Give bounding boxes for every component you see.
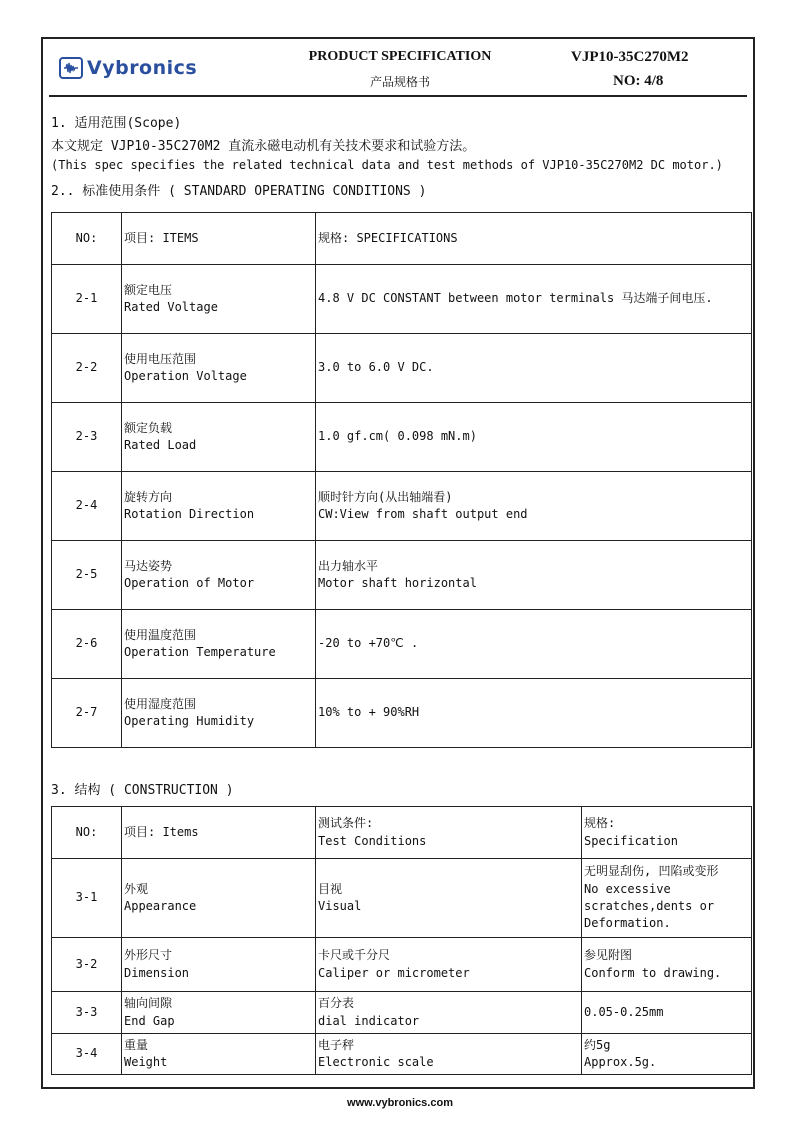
scope-text-cn: 本文规定 VJP10-35C270M2 直流永磁电动机有关技术要求和试验方法。 — [51, 139, 476, 154]
table-row — [52, 992, 752, 1034]
cond-en: dial indicator — [318, 1013, 420, 1028]
item-cn: 外形尺寸 — [124, 948, 173, 963]
section1-heading: 1. 适用范围(Scope) — [51, 116, 182, 131]
item-cn: 重量 — [124, 1037, 149, 1052]
row-spec — [582, 1034, 752, 1075]
row-spec — [582, 859, 752, 938]
page-frame — [41, 37, 755, 1089]
spec-line: Approx.5g. — [584, 1055, 657, 1069]
row-spec — [316, 334, 752, 403]
row-spec — [316, 403, 752, 472]
footer-website[interactable]: www.vybronics.com — [347, 1097, 453, 1109]
table-row — [52, 679, 752, 748]
cond-cn: 百分表 — [318, 996, 355, 1011]
col-header-specs: 规格: SPECIFICATIONS — [316, 213, 752, 265]
table-row — [52, 859, 752, 938]
table-row — [52, 610, 752, 679]
spec-title-cn: 产品规格书 — [369, 75, 430, 89]
spec-line: 参见附图 — [584, 948, 633, 963]
cond-en: Caliper or micrometer — [318, 965, 470, 980]
section2-heading: 2.. 标准使用条件 ( STANDARD OPERATING CONDITIONS ) — [51, 184, 427, 199]
spec-line: 1.0 gf.cm( 0.098 mN.m) — [318, 429, 477, 444]
table-row — [52, 265, 752, 334]
logo-text: Vybronics — [87, 57, 198, 79]
item-en: End Gap — [124, 1013, 175, 1028]
spec-line: No excessive — [584, 881, 671, 896]
page-number: NO: 4/8 — [613, 73, 664, 89]
section3-heading: 3. 结构 ( CONSTRUCTION ) — [51, 783, 234, 798]
spec-line: 10% to + 90%RH — [318, 705, 420, 720]
row-item — [122, 679, 316, 748]
row-spec — [316, 541, 752, 610]
table-header-row — [52, 213, 752, 265]
row-no: 2-4 — [52, 472, 122, 541]
item-cn: 使用湿度范围 — [124, 696, 197, 711]
item-cn: 外观 — [124, 881, 149, 896]
item-cn: 旋转方向 — [124, 489, 173, 504]
row-no: 2-3 — [52, 403, 122, 472]
spec-line: 4.8 V DC CONSTANT between motor terminals 马达端子间电压. — [318, 291, 713, 306]
spec-line: 出力轴水平 — [318, 558, 379, 573]
cond-header-en: Test Conditions — [318, 833, 427, 848]
cond-cn: 卡尺或千分尺 — [318, 948, 391, 963]
operating-conditions-table — [51, 212, 752, 748]
col-header-no: NO: — [52, 213, 122, 265]
item-cn: 轴向间隙 — [124, 996, 173, 1011]
cond-en: Electronic scale — [318, 1055, 434, 1069]
item-cn: 额定负载 — [124, 420, 173, 435]
row-no: 3-1 — [52, 859, 122, 938]
cond-en: Visual — [318, 899, 362, 913]
header-divider — [49, 95, 747, 97]
spec-line: Motor shaft horizontal — [318, 576, 477, 590]
spec-line: 3.0 to 6.0 V DC. — [318, 360, 434, 375]
item-en: Operation Voltage — [124, 369, 247, 383]
scope-text-en: (This spec specifies the related technical data and test methods of VJP10-35C270M2 DC motor.) — [51, 158, 723, 172]
spec-header-en: Specification — [584, 833, 678, 848]
cond-cn: 电子秤 — [318, 1037, 355, 1052]
item-en: Rated Load — [124, 438, 197, 452]
row-no: 2-5 — [52, 541, 122, 610]
table-row — [52, 938, 752, 992]
table-row — [52, 1034, 752, 1075]
row-spec — [316, 265, 752, 334]
item-en: Dimension — [124, 965, 190, 980]
row-no: 3-3 — [52, 992, 122, 1034]
row-no: 2-7 — [52, 679, 122, 748]
table-row — [52, 403, 752, 472]
row-item — [122, 992, 316, 1034]
row-spec — [582, 992, 752, 1034]
row-no: 2-2 — [52, 334, 122, 403]
table-row — [52, 472, 752, 541]
spec-line: 约5g — [584, 1037, 611, 1052]
company-logo — [59, 55, 197, 81]
row-spec — [316, 679, 752, 748]
item-cn: 使用电压范围 — [124, 351, 197, 366]
table-header-row — [52, 807, 752, 859]
row-condition — [316, 1034, 582, 1075]
item-cn: 使用温度范围 — [124, 627, 197, 642]
item-en: Operation Temperature — [124, 645, 276, 659]
spec-line: 0.05-0.25mm — [584, 1004, 664, 1019]
col-header-spec — [582, 807, 752, 859]
row-no: 2-1 — [52, 265, 122, 334]
spec-line: Conform to drawing. — [584, 965, 722, 980]
col-header-conditions — [316, 807, 582, 859]
col-header-items: 项目: Items — [122, 807, 316, 859]
row-condition — [316, 859, 582, 938]
row-spec — [582, 938, 752, 992]
spec-line: -20 to +70℃ . — [318, 636, 419, 651]
row-item — [122, 265, 316, 334]
spec-header-cn: 规格: — [584, 816, 616, 831]
row-no: 3-2 — [52, 938, 122, 992]
item-cn: 马达姿势 — [124, 558, 173, 573]
spec-line: 顺时针方向(从出轴端看) — [318, 489, 453, 504]
col-header-no: NO: — [52, 807, 122, 859]
row-item — [122, 859, 316, 938]
row-item — [122, 472, 316, 541]
model-number: VJP10-35C270M2 — [571, 49, 689, 65]
item-en: Rotation Direction — [124, 507, 255, 521]
cond-header-cn: 测试条件: — [318, 816, 374, 831]
col-header-items: 项目: ITEMS — [122, 213, 316, 265]
row-item — [122, 541, 316, 610]
item-cn: 额定电压 — [124, 282, 173, 297]
item-en: Operating Humidity — [124, 714, 255, 728]
row-no: 3-4 — [52, 1034, 122, 1075]
item-en: Weight — [124, 1055, 168, 1069]
row-spec — [316, 610, 752, 679]
spec-line: 无明显刮伤, 凹陷或变形 — [584, 864, 719, 879]
item-en: Operation of Motor — [124, 576, 255, 590]
spec-line: Deformation. — [584, 916, 671, 931]
spec-line: scratches,dents or — [584, 899, 715, 913]
row-item — [122, 938, 316, 992]
item-en: Rated Voltage — [124, 300, 218, 314]
row-item — [122, 610, 316, 679]
row-spec — [316, 472, 752, 541]
table-row — [52, 541, 752, 610]
row-no: 2-6 — [52, 610, 122, 679]
spec-line: CW:View from shaft output end — [318, 507, 528, 521]
row-item — [122, 403, 316, 472]
row-item — [122, 1034, 316, 1075]
spec-title: PRODUCT SPECIFICATION — [308, 49, 492, 64]
waveform-icon — [59, 57, 83, 79]
row-condition — [316, 938, 582, 992]
item-en: Appearance — [124, 899, 197, 913]
row-item — [122, 334, 316, 403]
document-header — [43, 39, 753, 95]
row-condition — [316, 992, 582, 1034]
table-row — [52, 334, 752, 403]
construction-table — [51, 806, 752, 1075]
cond-cn: 目视 — [318, 881, 343, 896]
